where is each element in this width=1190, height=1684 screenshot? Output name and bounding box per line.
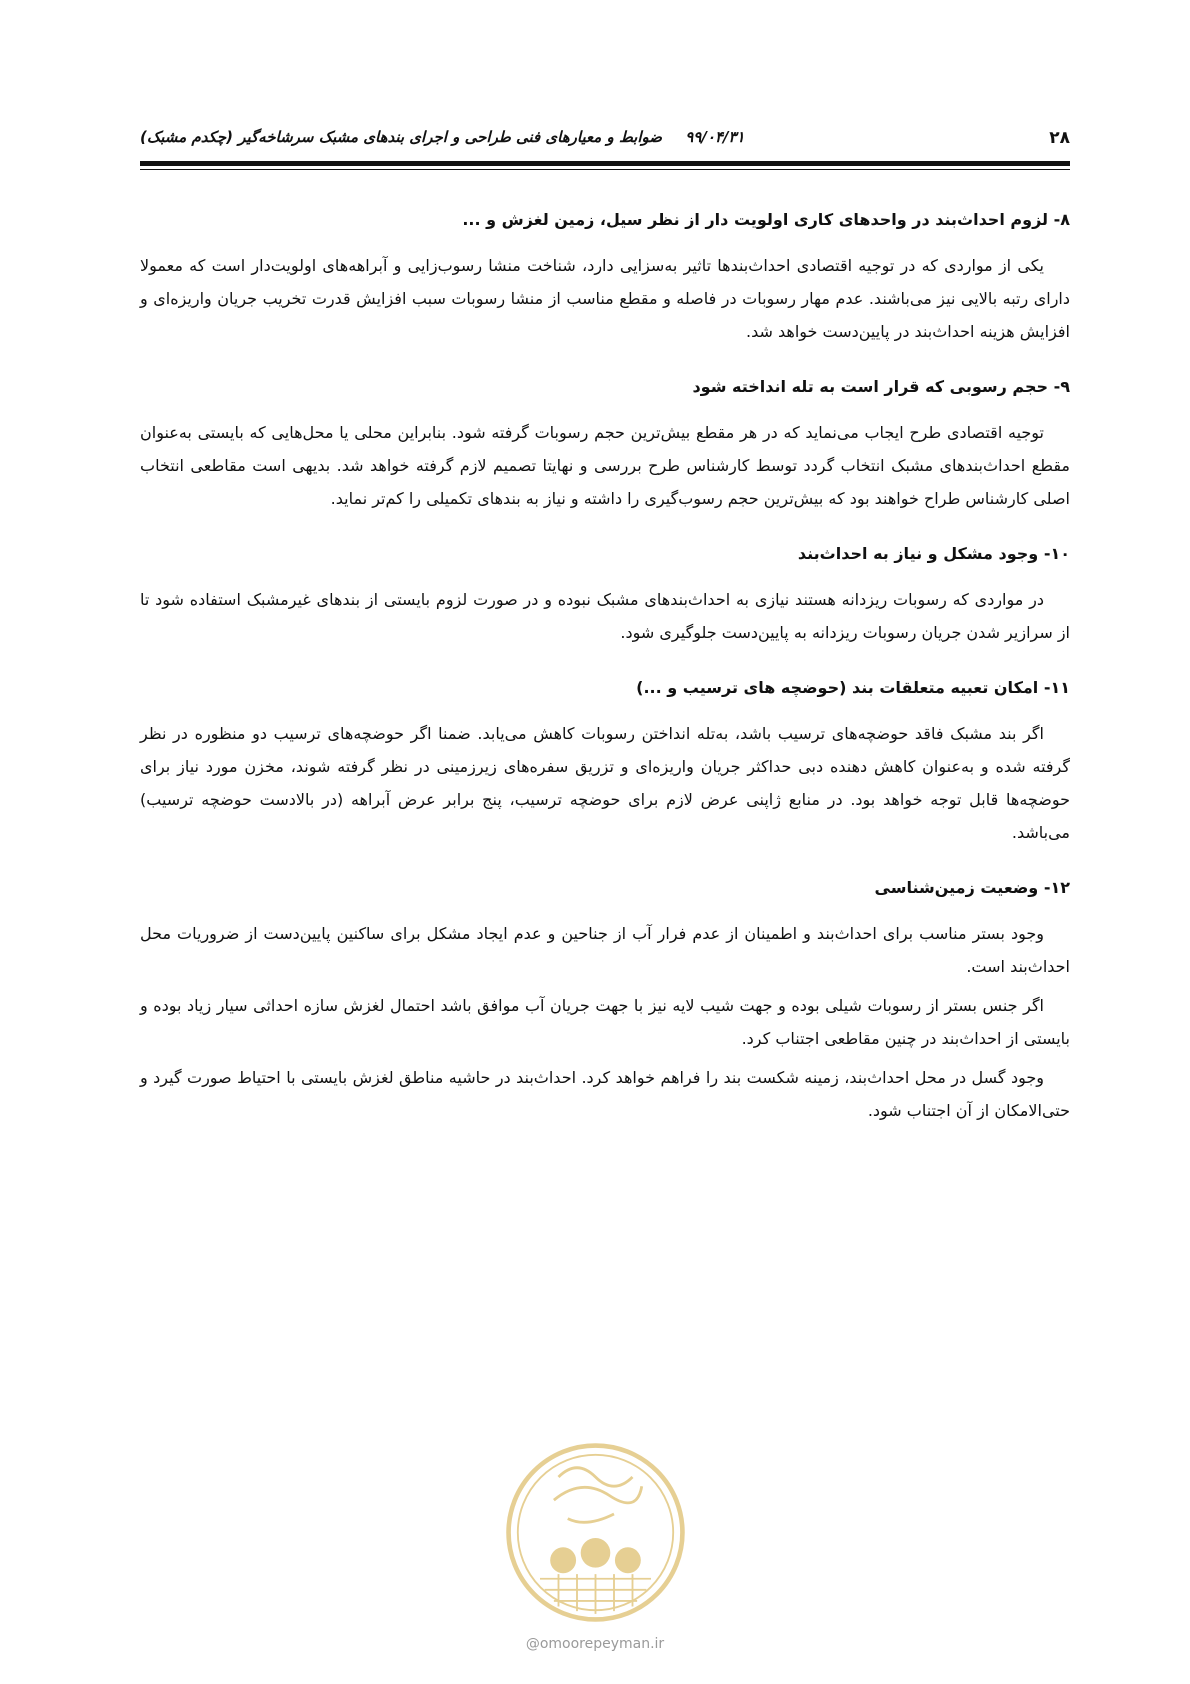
paragraph: در مواردی که رسوبات ریزدانه هستند نیازی به احداث‌بندهای مشبک نبوده و در صورت لزوم بایستی از بندهای غیرمشبک استفاده شود تا از سرازیر شدن جریان رسوبات ریزدانه به پایین‌دست جلوگیری شود. xyxy=(140,590,1070,642)
header-title-text: ضوابط و معیارهای فنی طراحی و اجرای بندهای مشبک سرشاخه‌گیر (چکدم مشبک) xyxy=(140,128,663,146)
section-8 xyxy=(140,205,1070,348)
paragraph: توجیه اقتصادی طرح ایجاب می‌نماید که در هر مقطع بیش‌ترین حجم رسوبات گرفته شود. بنابراین محلی یا محل‌هایی که بایستی به‌عنوان مقطع احداث‌بندهای مشبک انتخاب گردد توسط کارشناس طرح بررسی و نهایتا تصمیم لازم گرفته خواهد شد. بدیهی است مقاطعی انتخاب اصلی کارشناس طراح خواهند بود که بیش‌ترین حجم رسوب‌گیری را داشته و نیاز به بندهای تکمیلی را کم‌تر نماید. xyxy=(140,423,1070,508)
page-number: ۲۸ xyxy=(1049,128,1070,148)
paragraph: وجود بستر مناسب برای احداث‌بند و اطمینان از عدم فرار آب از جناحین و عدم ایجاد مشکل برای ساکنین پایین‌دست از ضروریات محل احداث‌بند است. xyxy=(140,924,1070,976)
section-heading: ۱۱- امکان تعبیه متعلقات بند (حوضچه های ترسیب و ...) xyxy=(636,678,1070,697)
section-11 xyxy=(140,673,1070,849)
paragraph: وجود گسل در محل احداث‌بند، زمینه شکست بند را فراهم خواهد کرد. احداث‌بند در حاشیه مناطق لغزش بایستی با احتیاط صورت گیرد و حتی‌الامکان از آن اجتناب شود. xyxy=(140,1068,1070,1120)
section-9 xyxy=(140,372,1070,515)
paragraph: اگر بند مشبک فاقد حوضچه‌های ترسیب باشد، به‌تله انداختن رسوبات کاهش می‌یابد. ضمنا اگر حوضچه‌های ترسیب دو منظوره در نظر گرفته شده و به‌عنوان کاهش دهنده دبی حداکثر جریان واریزه‌ای و تزریق سفره‌های زیرزمینی در نظر گرفته شوند، مخزن مورد نیاز برای حوضچه‌ها قابل توجه خواهد بود. در منابع ژاپنی عرض لازم برای حوضچه ترسیب، پنج برابر عرض آبراهه (در بالادست حوضچه ترسیب) می‌باشد. xyxy=(140,724,1070,842)
running-title xyxy=(140,128,745,146)
section-heading: ۱۰- وجود مشکل و نیاز به احداث‌بند xyxy=(797,544,1070,563)
section-12 xyxy=(140,873,1070,1127)
header-rule-thin xyxy=(140,169,1070,170)
section-heading: ۹- حجم رسوبی که قرار است به تله انداخته شود xyxy=(692,377,1070,396)
header-date: ۹۹/۰۴/۳۱ xyxy=(685,128,745,146)
section-heading: ۸- لزوم احداث‌بند در واحدهای کاری اولویت دار از نظر سیل، زمین لغزش و ... xyxy=(462,210,1070,229)
main-content xyxy=(140,205,1070,1151)
header-rule-thick xyxy=(140,161,1070,166)
watermark-logo-icon xyxy=(503,1440,688,1625)
paragraph: اگر جنس بستر از رسوبات شیلی بوده و جهت شیب لایه نیز با جهت جریان آب موافق باشد احتمال لغزش سازه احداثی سیار زیاد بوده و بایستی از احداث‌بند در چنین مقاطعی اجتناب کرد. xyxy=(140,996,1070,1048)
section-heading: ۱۲- وضعیت زمین‌شناسی xyxy=(874,878,1070,897)
section-10 xyxy=(140,539,1070,649)
page-header xyxy=(140,128,1070,158)
watermark-url: @omoorepeyman.ir xyxy=(525,1636,665,1652)
paragraph: یکی از مواردی که در توجیه اقتصادی احداث‌بندها تاثیر به‌سزایی دارد، شناخت منشا رسوب‌زایی و آبراهه‌های اولویت‌دار است که معمولا دارای رتبه بالایی نیز می‌باشند. عدم مهار رسوبات در فاصله و مقطع مناسب از منشا رسوبات سبب افزایش قدرت تخریب جریان واریزه‌ای و افزایش هزینه احداث‌بند در پایین‌دست خواهد شد. xyxy=(140,256,1070,341)
